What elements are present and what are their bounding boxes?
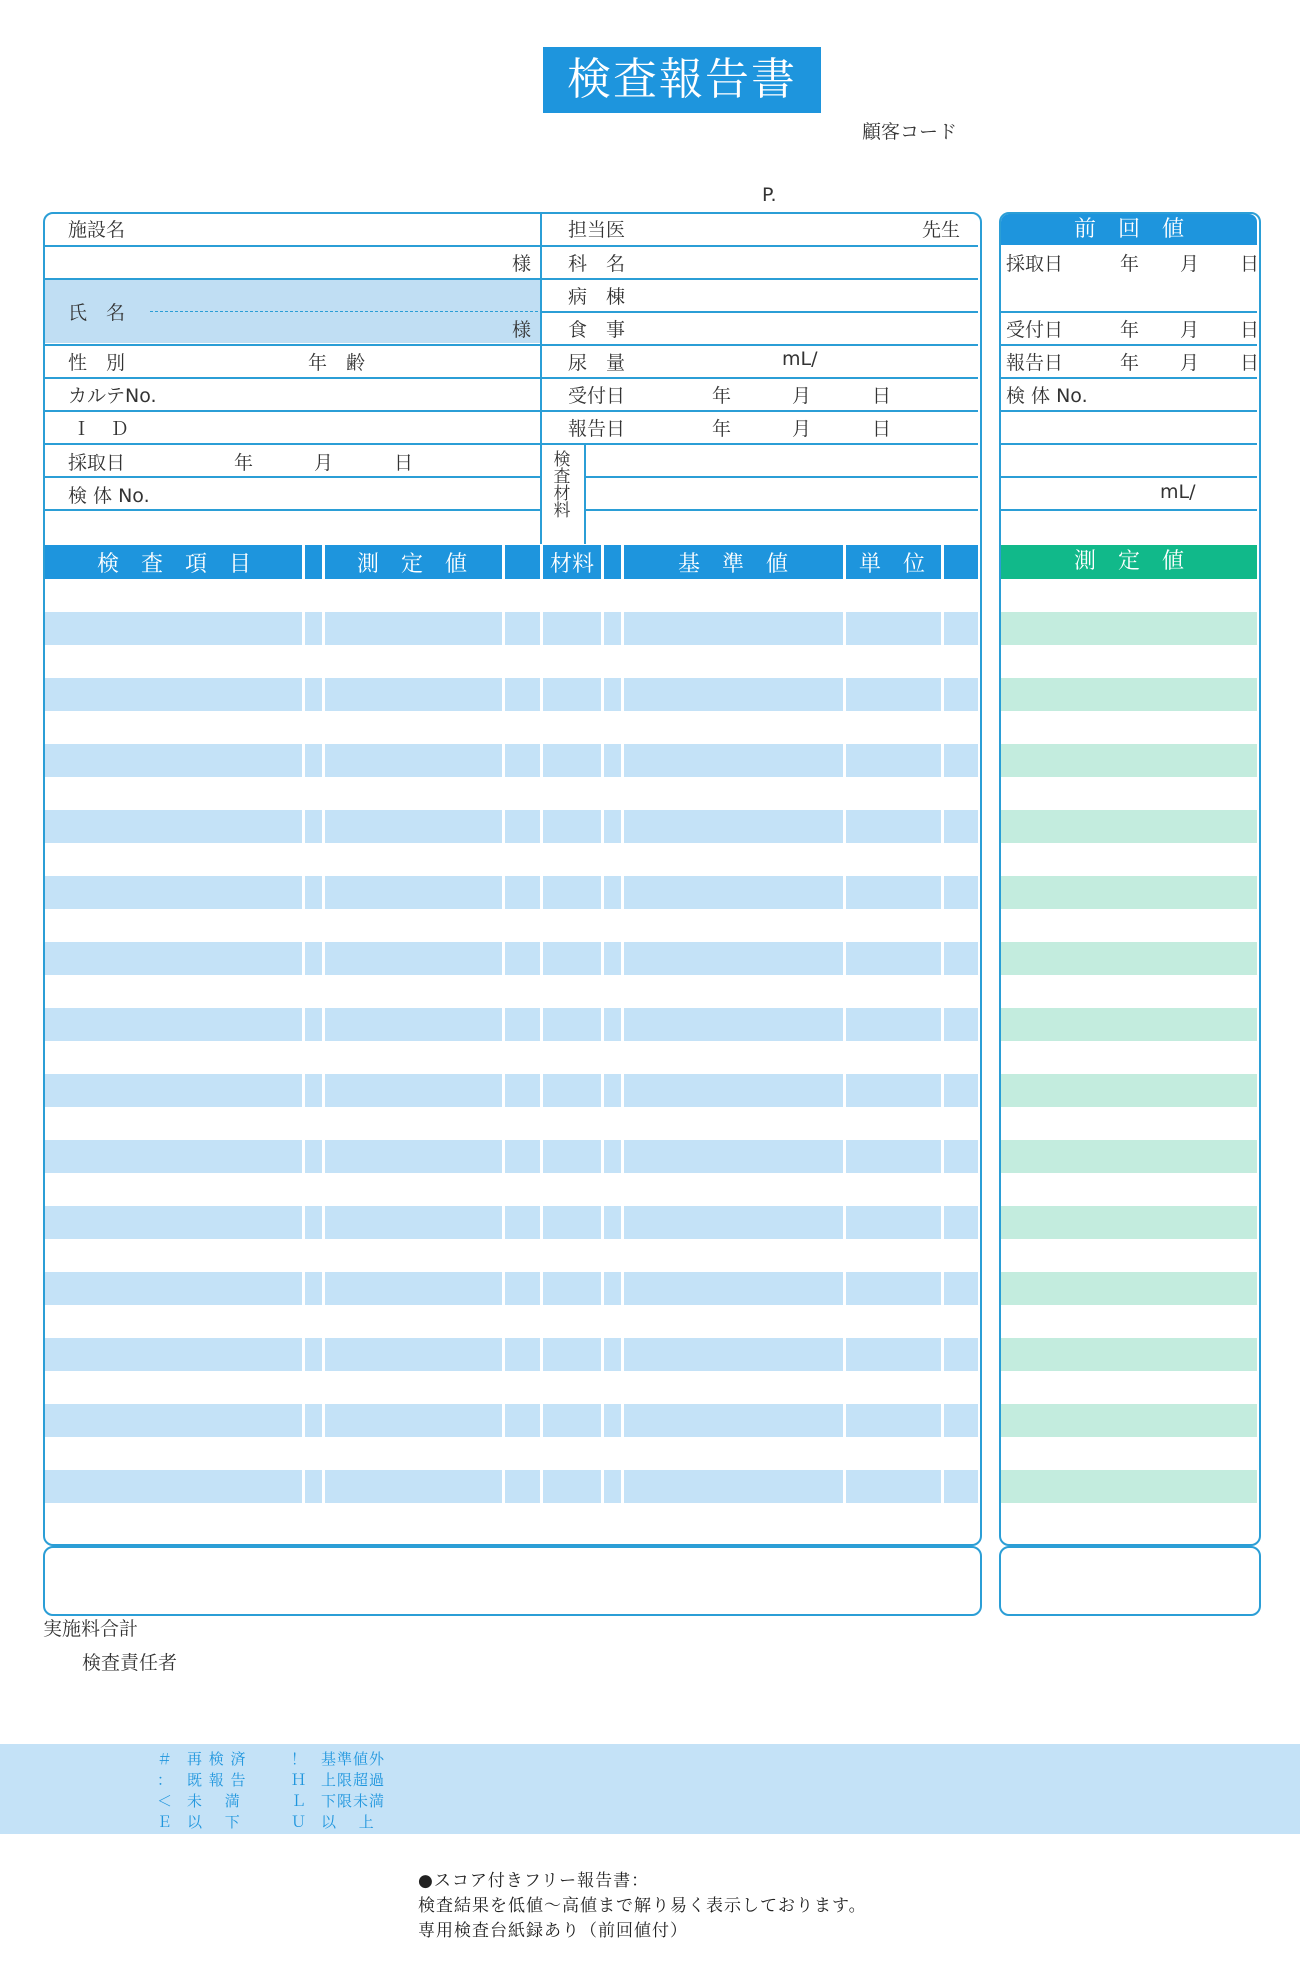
legend-sym: ＜ <box>157 1792 174 1810</box>
id-label: Ｉ Ｄ <box>72 418 130 440</box>
prev-table-row <box>1001 1338 1257 1371</box>
table-row <box>45 1272 978 1305</box>
prev-table-row <box>1001 1008 1257 1041</box>
table-row <box>45 876 978 909</box>
prev-report-day: 日 <box>1240 352 1260 374</box>
prev-report-month: 月 <box>1180 352 1200 374</box>
report-day: 日 <box>872 418 892 440</box>
column-separator <box>621 545 624 1536</box>
specimen-no-label: 検 体 No. <box>68 485 150 507</box>
prev-collect-month: 月 <box>1180 253 1200 275</box>
legend-text: 再 検 済 <box>187 1750 247 1768</box>
legend-text2: 上限超過 <box>321 1771 386 1789</box>
header-item: 検 査 項 目 <box>96 552 251 577</box>
material-label: 検査材料 <box>553 450 571 521</box>
prev-table-row <box>1001 1470 1257 1503</box>
table-row <box>45 1008 978 1041</box>
prev-table-row <box>1001 678 1257 711</box>
prev-report-date-label: 報告日 <box>1006 352 1064 374</box>
legend-sym: ＃ <box>157 1750 174 1768</box>
column-separator <box>322 545 325 1536</box>
note-line-2: 検査結果を低値〜高値まで解り易く表示しております。 <box>418 1896 867 1916</box>
table-row <box>45 942 978 975</box>
prev-collect-date-label: 採取日 <box>1006 253 1064 275</box>
ward-label: 病 棟 <box>568 286 626 308</box>
report-date-label: 報告日 <box>568 418 626 440</box>
patient-sama: 様 <box>512 319 532 341</box>
legend-sym2: ！ <box>291 1750 308 1768</box>
page-title: 検査報告書 <box>543 47 821 113</box>
header-material: 材料 <box>549 552 594 577</box>
prev-table-row <box>1001 1140 1257 1173</box>
customer-code-label: 顧客コード <box>862 121 958 143</box>
receive-year: 年 <box>712 385 732 407</box>
legend-sym: ： <box>157 1771 174 1789</box>
prev-urine-unit: mL/ <box>1160 481 1196 503</box>
prev-receive-day: 日 <box>1240 319 1260 341</box>
note-line-1: ●スコア付きフリー報告書： <box>418 1871 650 1891</box>
legend-sym: Ｅ <box>157 1813 174 1831</box>
legend-sym2: Ｕ <box>291 1813 308 1831</box>
prev-fee-box <box>999 1546 1261 1616</box>
age-label: 年 齢 <box>308 352 366 374</box>
prev-report-year: 年 <box>1120 352 1140 374</box>
prev-collect-day: 日 <box>1240 253 1260 275</box>
responsible-label: 検査責任者 <box>82 1652 178 1674</box>
table-row <box>45 810 978 843</box>
prev-specimen-no-label: 検 体 No. <box>1006 385 1088 407</box>
prev-receive-date-label: 受付日 <box>1006 319 1064 341</box>
legend-sym2: Ｈ <box>291 1771 308 1789</box>
fee-total-label: 実施料合計 <box>43 1618 139 1640</box>
fee-box <box>43 1546 982 1616</box>
legend-sym2: Ｌ <box>291 1792 308 1810</box>
receive-month: 月 <box>792 385 812 407</box>
prev-table-row <box>1001 1206 1257 1239</box>
receive-date-label: 受付日 <box>568 385 626 407</box>
report-year: 年 <box>712 418 732 440</box>
column-separator <box>540 545 543 1536</box>
column-separator <box>843 545 846 1536</box>
legend-text2: 以 上 <box>321 1813 375 1831</box>
table-row <box>45 1470 978 1503</box>
table-row <box>45 612 978 645</box>
collect-day: 日 <box>394 452 414 474</box>
prev-table-row <box>1001 612 1257 645</box>
legend-text: 未 満 <box>187 1792 241 1810</box>
table-row <box>45 744 978 777</box>
receive-day: 日 <box>872 385 892 407</box>
prev-table-row <box>1001 1272 1257 1305</box>
page-number-label: P. <box>762 184 777 206</box>
legend-text: 既 報 告 <box>187 1771 247 1789</box>
header-value: 測 定 値 <box>356 552 467 577</box>
urine-label: 尿 量 <box>568 352 626 374</box>
report-month: 月 <box>792 418 812 440</box>
patient-name-label: 氏 名 <box>68 302 126 324</box>
sensei-label: 先生 <box>922 219 961 241</box>
note-line-3: 専用検査台紙録あり（前回値付） <box>418 1921 688 1941</box>
prev-table-row <box>1001 744 1257 777</box>
facility-sama: 様 <box>512 253 532 275</box>
legend-text: 以 下 <box>187 1813 241 1831</box>
prev-table-row <box>1001 1074 1257 1107</box>
prev-table-row <box>1001 876 1257 909</box>
prev-collect-year: 年 <box>1120 253 1140 275</box>
chart-no-label: カルテNo. <box>68 385 157 407</box>
prev-receive-month: 月 <box>1180 319 1200 341</box>
collect-month: 月 <box>314 452 334 474</box>
table-row <box>45 678 978 711</box>
doctor-label: 担当医 <box>568 219 626 241</box>
collect-date-label: 採取日 <box>68 452 126 474</box>
dept-label: 科 名 <box>568 253 626 275</box>
legend-text2: 下限未満 <box>321 1792 386 1810</box>
table-row <box>45 1206 978 1239</box>
header-reference: 基 準 値 <box>677 552 788 577</box>
prev-measured-header: 測 定 値 <box>1001 545 1257 579</box>
urine-unit: mL/ <box>782 348 818 370</box>
prev-receive-year: 年 <box>1120 319 1140 341</box>
column-separator <box>941 545 944 1536</box>
sex-label: 性 別 <box>68 352 126 374</box>
table-row <box>45 1338 978 1371</box>
table-row <box>45 1074 978 1107</box>
meal-label: 食 事 <box>568 319 626 341</box>
header-unit: 単 位 <box>858 552 925 577</box>
prev-table-row <box>1001 942 1257 975</box>
table-row <box>45 1140 978 1173</box>
legend-text2: 基準値外 <box>321 1750 386 1768</box>
table-row <box>45 1404 978 1437</box>
previous-values-header: 前 回 値 <box>1001 214 1257 245</box>
prev-table-row <box>1001 1404 1257 1437</box>
column-separator <box>601 545 604 1536</box>
collect-year: 年 <box>234 452 254 474</box>
column-separator <box>502 545 505 1536</box>
prev-table-row <box>1001 810 1257 843</box>
column-separator <box>302 545 305 1536</box>
facility-label: 施設名 <box>68 219 126 241</box>
